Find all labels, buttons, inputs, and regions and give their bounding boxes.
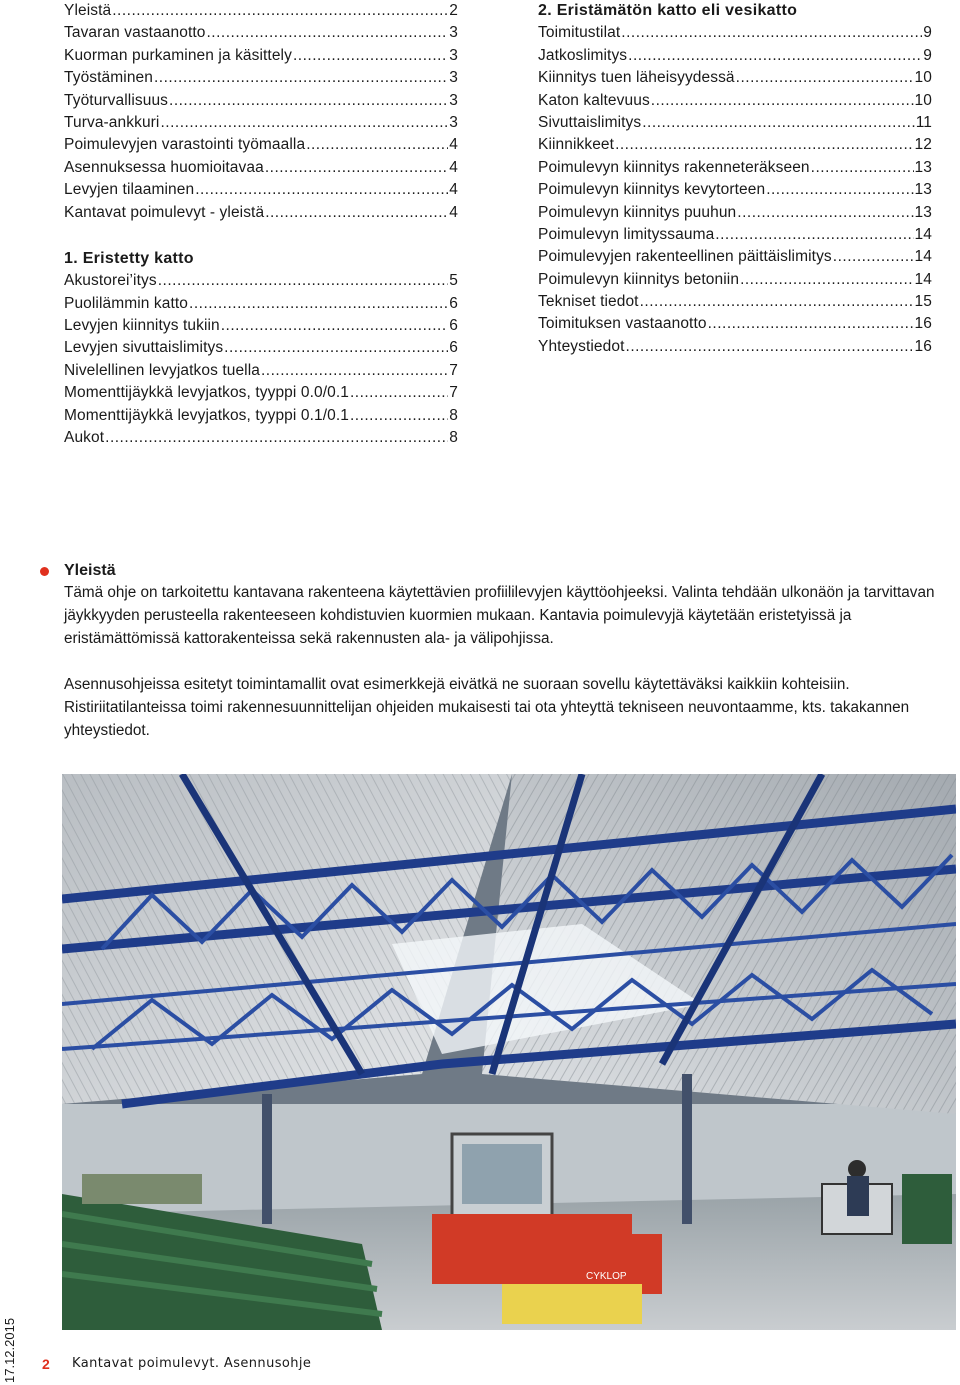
- toc-leader-dots: [169, 90, 448, 112]
- intro-paragraph-2: Asennusohjeissa esitetyt toimintamallit ovat esimerkkejä eivätkä ne suoraan sovellu käytettäväksi kaikkiin kohteisiin. Ristiriitatilanteissa toimi rakennesuunnittelijan ohjeiden mukaisesti tai ota yhteyttä tekniseen neuvontaamme, kts. takakannen yhteystiedot.: [64, 676, 910, 739]
- toc-spacer: [64, 224, 458, 248]
- toc-leader-dots: [350, 382, 448, 404]
- toc-section1-heading: 1. Eristetty katto: [64, 249, 194, 267]
- toc-entry-label: Poimulevyjen varastointi työmaalla: [64, 136, 306, 154]
- toc-entry[interactable]: [538, 45, 932, 67]
- intro-section: [64, 558, 956, 743]
- toc-entry-page: 3: [449, 91, 458, 109]
- toc-entry-label: Nivelellinen levyjatkos tuella: [64, 361, 260, 379]
- toc-entry-page: 4: [449, 158, 458, 176]
- toc-general-list: [64, 0, 458, 224]
- toc-section2-list: [538, 22, 932, 358]
- toc-entry-label: Toimitustilat: [538, 24, 621, 42]
- toc-leader-dots: [642, 112, 914, 134]
- toc-entry-page: 6: [449, 294, 458, 312]
- toc-entry[interactable]: [64, 360, 458, 382]
- toc-entry-label: Akustorei’itys: [64, 272, 157, 290]
- toc-entry-label: Sivuttaislimitys: [538, 113, 642, 131]
- toc-entry-page: 14: [914, 248, 932, 266]
- page-number: 2: [42, 1356, 50, 1372]
- toc-entry-label: Yleistä: [64, 2, 112, 19]
- toc-leader-dots: [189, 293, 448, 315]
- toc-leader-dots: [207, 22, 449, 44]
- bullet-dot-icon: [40, 567, 49, 576]
- toc-entry-label: Tavaran vastaanotto: [64, 24, 206, 42]
- warehouse-photo: [62, 774, 956, 1330]
- toc-leader-dots: [158, 270, 449, 292]
- toc-entry-label: Puolilämmin katto: [64, 294, 189, 312]
- toc-entry[interactable]: [64, 293, 458, 315]
- toc-entry[interactable]: [538, 112, 932, 134]
- toc-entry[interactable]: [64, 202, 458, 224]
- toc-leader-dots: [350, 405, 448, 427]
- toc-entry-label: Poimulevyn kiinnitys rakenneteräkseen: [538, 158, 810, 176]
- toc-entry-page: 4: [449, 203, 458, 221]
- toc-entry-page: 7: [449, 361, 458, 379]
- toc-entry[interactable]: [538, 246, 932, 268]
- toc-leader-dots: [833, 246, 914, 268]
- machine-label: CYKLOP: [586, 1271, 627, 1282]
- toc-leader-dots: [154, 67, 448, 89]
- toc-entry[interactable]: [64, 22, 458, 44]
- toc-leader-dots: [737, 202, 913, 224]
- toc-entry-page: 6: [449, 317, 458, 335]
- intro-heading: [64, 558, 956, 582]
- toc-entry-page: 8: [449, 406, 458, 424]
- toc-entry[interactable]: [64, 179, 458, 201]
- toc-entry-page: 13: [914, 203, 932, 221]
- toc-entry-label: Momenttijäykkä levyjatkos, tyyppi 0.1/0.1: [64, 406, 349, 424]
- toc-entry-label: Poimulevyn kiinnitys puuhun: [538, 203, 737, 221]
- print-date: 17.12.2015: [2, 1317, 17, 1383]
- toc-entry[interactable]: [538, 134, 932, 156]
- intro-title: Yleistä: [64, 562, 116, 579]
- toc-entry-page: 13: [914, 158, 932, 176]
- toc-leader-dots: [708, 313, 914, 335]
- toc-entry-page: 7: [449, 384, 458, 402]
- toc-entry-page: 16: [914, 315, 932, 333]
- toc-entry[interactable]: [64, 112, 458, 134]
- toc-entry-page: 2: [449, 2, 458, 19]
- toc-entry-label: Momenttijäykkä levyjatkos, tyyppi 0.0/0.1: [64, 384, 349, 402]
- toc-entry-label: Aukot: [64, 429, 105, 447]
- toc-entry[interactable]: [64, 157, 458, 179]
- toc-leader-dots: [265, 202, 448, 224]
- toc-entry-page: 9: [923, 24, 932, 42]
- toc-leader-dots: [766, 179, 913, 201]
- toc-section1-list: [64, 270, 458, 449]
- toc-leader-dots: [740, 269, 913, 291]
- toc-entry-page: 10: [914, 69, 932, 87]
- toc-leader-dots: [811, 157, 914, 179]
- toc-entry-label: Levyjen kiinnitys tukiin: [64, 317, 220, 335]
- toc-leader-dots: [224, 337, 448, 359]
- toc-leader-dots: [105, 427, 448, 449]
- toc-entry-label: Asennuksessa huomioitavaa: [64, 158, 264, 176]
- footer-title: Kantavat poimulevyt. Asennusohje: [72, 1356, 312, 1371]
- toc-entry-page: 16: [914, 337, 932, 355]
- toc-entry[interactable]: [538, 202, 932, 224]
- toc-entry-page: 14: [914, 270, 932, 288]
- toc-entry-page: 3: [449, 46, 458, 64]
- toc-entry-page: 12: [914, 136, 932, 154]
- toc-entry-page: 10: [914, 91, 932, 109]
- toc-entry[interactable]: [538, 179, 932, 201]
- toc-section2-heading: 2. Eristämätön katto eli vesikatto: [538, 2, 798, 19]
- toc-leader-dots: [640, 291, 914, 313]
- toc-entry-label: Kiinnitys tuen läheisyydessä: [538, 69, 735, 87]
- toc-entry-page: 15: [914, 293, 932, 311]
- toc-leader-dots: [112, 0, 448, 22]
- toc-entry-label: Poimulevyjen rakenteellinen päittäislimitys: [538, 248, 832, 266]
- toc-entry-page: 3: [449, 113, 458, 131]
- toc-entry-label: Poimulevyn kiinnitys kevytorteen: [538, 181, 766, 199]
- toc-entry-label: Jatkoslimitys: [538, 46, 628, 64]
- toc-leader-dots: [626, 336, 914, 358]
- toc-entry-page: 6: [449, 339, 458, 357]
- toc-entry[interactable]: [538, 67, 932, 89]
- toc-leader-dots: [160, 112, 448, 134]
- toc-entry-page: 13: [914, 181, 932, 199]
- toc-entry[interactable]: [538, 224, 932, 246]
- toc-entry-label: Poimulevyn limityssauma: [538, 225, 715, 243]
- toc-entry-label: Turva-ankkuri: [64, 113, 160, 131]
- toc-entry[interactable]: [538, 22, 932, 44]
- toc-entry-page: 14: [914, 225, 932, 243]
- toc-entry-label: Toimituksen vastaanotto: [538, 315, 707, 333]
- toc-entry[interactable]: [64, 315, 458, 337]
- toc-entry-page: 8: [449, 429, 458, 447]
- toc-entry-label: Työturvallisuus: [64, 91, 169, 109]
- toc-entry[interactable]: [64, 67, 458, 89]
- toc-entry[interactable]: [538, 291, 932, 313]
- toc-leader-dots: [736, 67, 914, 89]
- toc-entry[interactable]: [64, 405, 458, 427]
- toc-leader-dots: [628, 45, 922, 67]
- toc-entry-label: Työstäminen: [64, 69, 153, 87]
- toc-right-column: [538, 0, 932, 358]
- toc-entry[interactable]: [64, 0, 458, 22]
- toc-entry[interactable]: [538, 157, 932, 179]
- toc-leader-dots: [651, 90, 914, 112]
- toc-entry-label: Kuorman purkaminen ja käsittely: [64, 46, 292, 64]
- toc-entry-label: Yhteystiedot: [538, 337, 625, 355]
- toc-entry-page: 11: [915, 113, 932, 131]
- toc-entry[interactable]: [538, 313, 932, 335]
- toc-entry-page: 9: [923, 46, 932, 64]
- toc-entry-label: Katon kaltevuus: [538, 91, 650, 109]
- toc-left-column: [64, 0, 458, 449]
- toc-entry[interactable]: [64, 270, 458, 292]
- toc-leader-dots: [265, 157, 448, 179]
- toc-entry[interactable]: [64, 382, 458, 404]
- toc-entry-label: Kiinnikkeet: [538, 136, 615, 154]
- toc-entry[interactable]: [538, 269, 932, 291]
- intro-paragraph-1: Tämä ohje on tarkoitettu kantavana rakenteena käytettävien profiililevyjen käyttöohjeeksi. Valinta tehdään ulkonäön ja tarvittavan jäykkyyden perusteella rakenteeseen kohdistuvien kuormien mukaan. Kantavia poimulevyjä käytetään eristetyissä ja eristämättömissä kattorakenteissa sekä rakennusten ala- ja välipohjissa.: [64, 584, 935, 647]
- toc-entry[interactable]: [538, 90, 932, 112]
- toc-entry-page: 3: [449, 69, 458, 87]
- toc-entry-label: Tekniset tiedot: [538, 293, 639, 311]
- toc-leader-dots: [615, 134, 913, 156]
- toc-leader-dots: [715, 224, 913, 246]
- toc-entry-label: Levyjen tilaaminen: [64, 181, 195, 199]
- toc-entry[interactable]: [538, 336, 932, 358]
- toc-leader-dots: [306, 134, 448, 156]
- toc-leader-dots: [221, 315, 449, 337]
- toc-entry-page: 4: [449, 181, 458, 199]
- toc-leader-dots: [621, 22, 922, 44]
- toc-entry[interactable]: [64, 427, 458, 449]
- toc-entry-label: Levyjen sivuttaislimitys: [64, 339, 224, 357]
- toc-leader-dots: [261, 360, 448, 382]
- toc-entry[interactable]: [64, 90, 458, 112]
- toc-leader-dots: [195, 179, 448, 201]
- toc-entry-page: 5: [449, 272, 458, 290]
- toc-entry-page: 3: [449, 24, 458, 42]
- toc-entry-label: Kantavat poimulevyt - yleistä: [64, 203, 265, 221]
- toc-entry[interactable]: [64, 337, 458, 359]
- toc-entry-label: Poimulevyn kiinnitys betoniin: [538, 270, 740, 288]
- toc-leader-dots: [293, 45, 448, 67]
- toc-entry[interactable]: [64, 134, 458, 156]
- toc-entry[interactable]: [64, 45, 458, 67]
- toc-entry-page: 4: [449, 136, 458, 154]
